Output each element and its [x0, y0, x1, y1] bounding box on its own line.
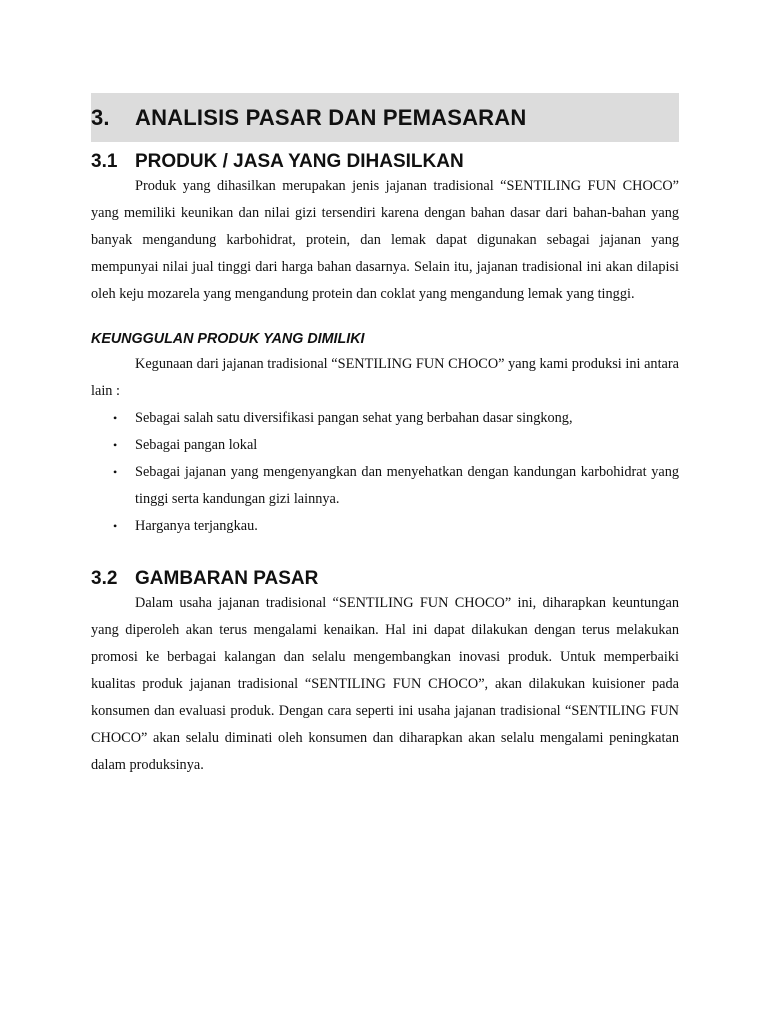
list-item: [91, 459, 679, 513]
list-item: [91, 405, 679, 432]
chapter-heading-bar: [91, 93, 679, 142]
chapter-number: 3.: [91, 104, 110, 130]
list-item-text: Harganya terjangkau.: [135, 518, 258, 534]
advantages-intro: Kegunaan dari jajanan tradisional “SENTILING FUN CHOCO” yang kami produksi ini antara lain :: [91, 356, 679, 399]
section-number: 3.1: [91, 151, 118, 172]
list-item: [91, 513, 679, 540]
advantages-list: [91, 405, 679, 540]
section-title-text: GAMBARAN PASAR: [135, 568, 319, 589]
bullet-icon: •: [113, 411, 118, 425]
section-title-3-1: [91, 151, 679, 173]
document-page: [91, 93, 679, 779]
bullet-icon: •: [113, 465, 118, 479]
chapter-title: [91, 105, 526, 131]
advantages-subheading: KEUNGGULAN PRODUK YANG DIMILIKI: [91, 331, 365, 347]
product-paragraph: Produk yang dihasilkan merupakan jenis jajanan tradisional “SENTILING FUN CHOCO” yang memiliki keunikan dan nilai gizi tersendiri karena dengan bahan dasar dari bahan-bahan yang banyak mengandung karbohidrat, protein, dan lemak dapat digunakan sebagai jajanan yang mempunyai nilai jual tinggi dari harga bahan dasarnya. Selain itu, jajanan tradisional ini akan dilapisi oleh keju mozarela yang mengandung protein dan coklat yang mengandung lemak yang tinggi.: [91, 178, 679, 302]
market-paragraph: Dalam usaha jajanan tradisional “SENTILING FUN CHOCO” ini, diharapkan keuntungan yang diperoleh akan terus mengalami kenaikan. Hal ini dapat dilakukan dengan terus melakukan promosi ke berbagai kalangan dan selalu mengembangkan inovasi produk. Untuk memperbaiki kualitas produk jajanan tradisional “SENTILING FUN CHOCO”, akan dilakukan kuisioner pada konsumen dan evaluasi produk. Dengan cara seperti ini usaha jajanan tradisional “SENTILING FUN CHOCO” akan selalu diminati oleh konsumen dan diharapkan akan selalu mengalami peningkatan dalam produksinya.: [91, 595, 679, 773]
section-title-3-2: [91, 568, 679, 590]
bullet-icon: •: [113, 519, 118, 533]
list-item: [91, 432, 679, 459]
section-number: 3.2: [91, 568, 118, 589]
list-item-text: Sebagai salah satu diversifikasi pangan sehat yang berbahan dasar singkong,: [135, 410, 573, 426]
list-item-text: Sebagai jajanan yang mengenyangkan dan menyehatkan dengan kandungan karbohidrat yang tinggi serta kandungan gizi lainnya.: [135, 464, 679, 507]
chapter-title-text: ANALISIS PASAR DAN PEMASARAN: [135, 104, 527, 130]
bullet-icon: •: [113, 438, 118, 452]
list-item-text: Sebagai pangan lokal: [135, 437, 258, 453]
section-title-text: PRODUK / JASA YANG DIHASILKAN: [135, 151, 464, 172]
